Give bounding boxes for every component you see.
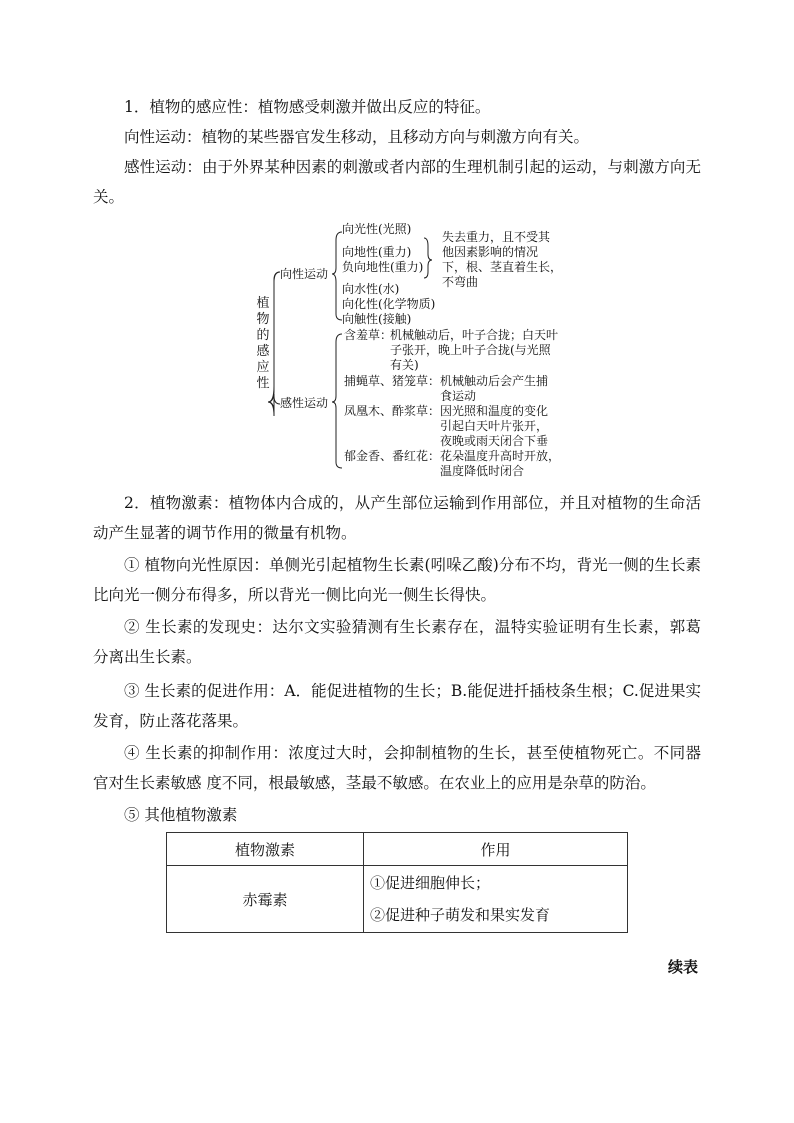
table-header-row	[167, 833, 628, 866]
hormone-table	[166, 832, 628, 933]
root-char: 的	[256, 328, 270, 343]
effect-line: ②促进种子萌发和果实发育	[370, 906, 551, 924]
nastic-item-name: 郁金香、番红花：	[344, 449, 441, 463]
root-char: 物	[256, 312, 270, 327]
nastic-item-line: 夜晚或雨天闭合下垂	[440, 434, 549, 448]
nastic-item-line: 机械触动后，叶子合拢；白天叶	[390, 328, 559, 342]
effect-line: ①促进细胞伸长；	[370, 874, 491, 892]
sensitivity-definition: 1．植物的感应性：植物感受刺激并做出反应的特征。	[124, 98, 491, 116]
nastic-definition: 感性运动：由于外界某种因素的刺激或者内部的生理机制引起的运动，与刺激方向无关。	[93, 158, 701, 206]
hormone-name: 赤霉素	[167, 866, 364, 933]
gravity-note-line: 下，根、茎直着生长，	[442, 260, 563, 274]
table-header: 植物激素	[167, 833, 364, 866]
continued-label: 续表	[667, 958, 698, 976]
hormone-effects	[364, 866, 628, 933]
tropism-item: 向触性(接触)	[342, 312, 412, 326]
sensitivity-diagram	[250, 216, 580, 478]
nastic-item-line: 花朵温度升高时开放，	[440, 449, 561, 463]
nastic-item-line: 食运动	[440, 389, 477, 403]
hormone-definition: 2．植物激素：植物体内合成的，从产生部位运输到作用部位，并且对植物的生命活动产生显著的调节作用的微量有机物。	[93, 494, 701, 542]
other-hormones-heading: ⑤ 其他植物激素	[124, 806, 238, 824]
gravity-note-line: 不弯曲	[442, 275, 479, 289]
table-header: 作用	[364, 833, 628, 866]
nastic-item-name: 凤凰木、酢浆草：	[344, 404, 441, 418]
nastic-item-line: 机械触动后会产生捕	[440, 374, 549, 388]
root-char: 感	[256, 344, 270, 359]
gravity-note-line: 失去重力，且不受其	[442, 230, 551, 244]
auxin-discovery: ② 生长素的发现史：达尔文实验猜测有生长素存在，温特实验证明有生长素，郭葛分离出生长素。	[93, 618, 701, 666]
tropism-item: 负向地性(重力)	[342, 260, 424, 274]
tropism-item: 向地性(重力)	[342, 245, 412, 259]
nastic-item-line: 因光照和温度的变化	[440, 404, 549, 418]
tropism-item: 向化性(化学物质)	[342, 297, 436, 311]
phototropism-cause: ① 植物向光性原因：单侧光引起植物生长素(吲哚乙酸)分布不均，背光一侧的生长素比向光一侧分布得多，所以背光一侧比向光一侧生长得快。	[93, 556, 701, 604]
nastic-item-line: 子张开，晚上叶子合拢(与光照	[390, 343, 551, 357]
nastic-item-line: 有关)	[390, 358, 419, 372]
tropism-definition: 向性运动：植物的某些器官发生移动，且移动方向与刺激方向有关。	[124, 128, 590, 146]
root-char: 植	[256, 296, 270, 311]
root-char: 性	[256, 376, 270, 391]
nastic-item-line: 温度降低时闭合	[440, 464, 525, 478]
tropism-label: 向性运动	[280, 267, 329, 281]
nastic-label: 感性运动	[280, 396, 329, 410]
tropism-item: 向光性(光照)	[342, 222, 412, 236]
auxin-promotion: ③ 生长素的促进作用：A．能促进植物的生长；B.能促进扦插枝条生根；C.促进果实发育，防止落花落果。	[93, 682, 701, 730]
root-char: 应	[256, 360, 270, 375]
nastic-item-name: 含羞草：	[344, 328, 393, 342]
nastic-item-name: 捕蝇草、猪笼草：	[344, 374, 441, 388]
table-row	[167, 866, 628, 933]
diagram-root-label	[256, 296, 270, 392]
nastic-item-line: 引起白天叶片张开，	[440, 419, 549, 433]
gravity-note-line: 他因素影响的情况	[442, 245, 539, 259]
auxin-inhibition: ④ 生长素的抑制作用：浓度过大时，会抑制植物的生长，甚至使植物死亡。不同器官对生长素敏感 度不同，根最敏感，茎最不敏感。在农业上的应用是杂草的防治。	[93, 744, 701, 792]
tropism-item: 向水性(水)	[342, 282, 400, 296]
